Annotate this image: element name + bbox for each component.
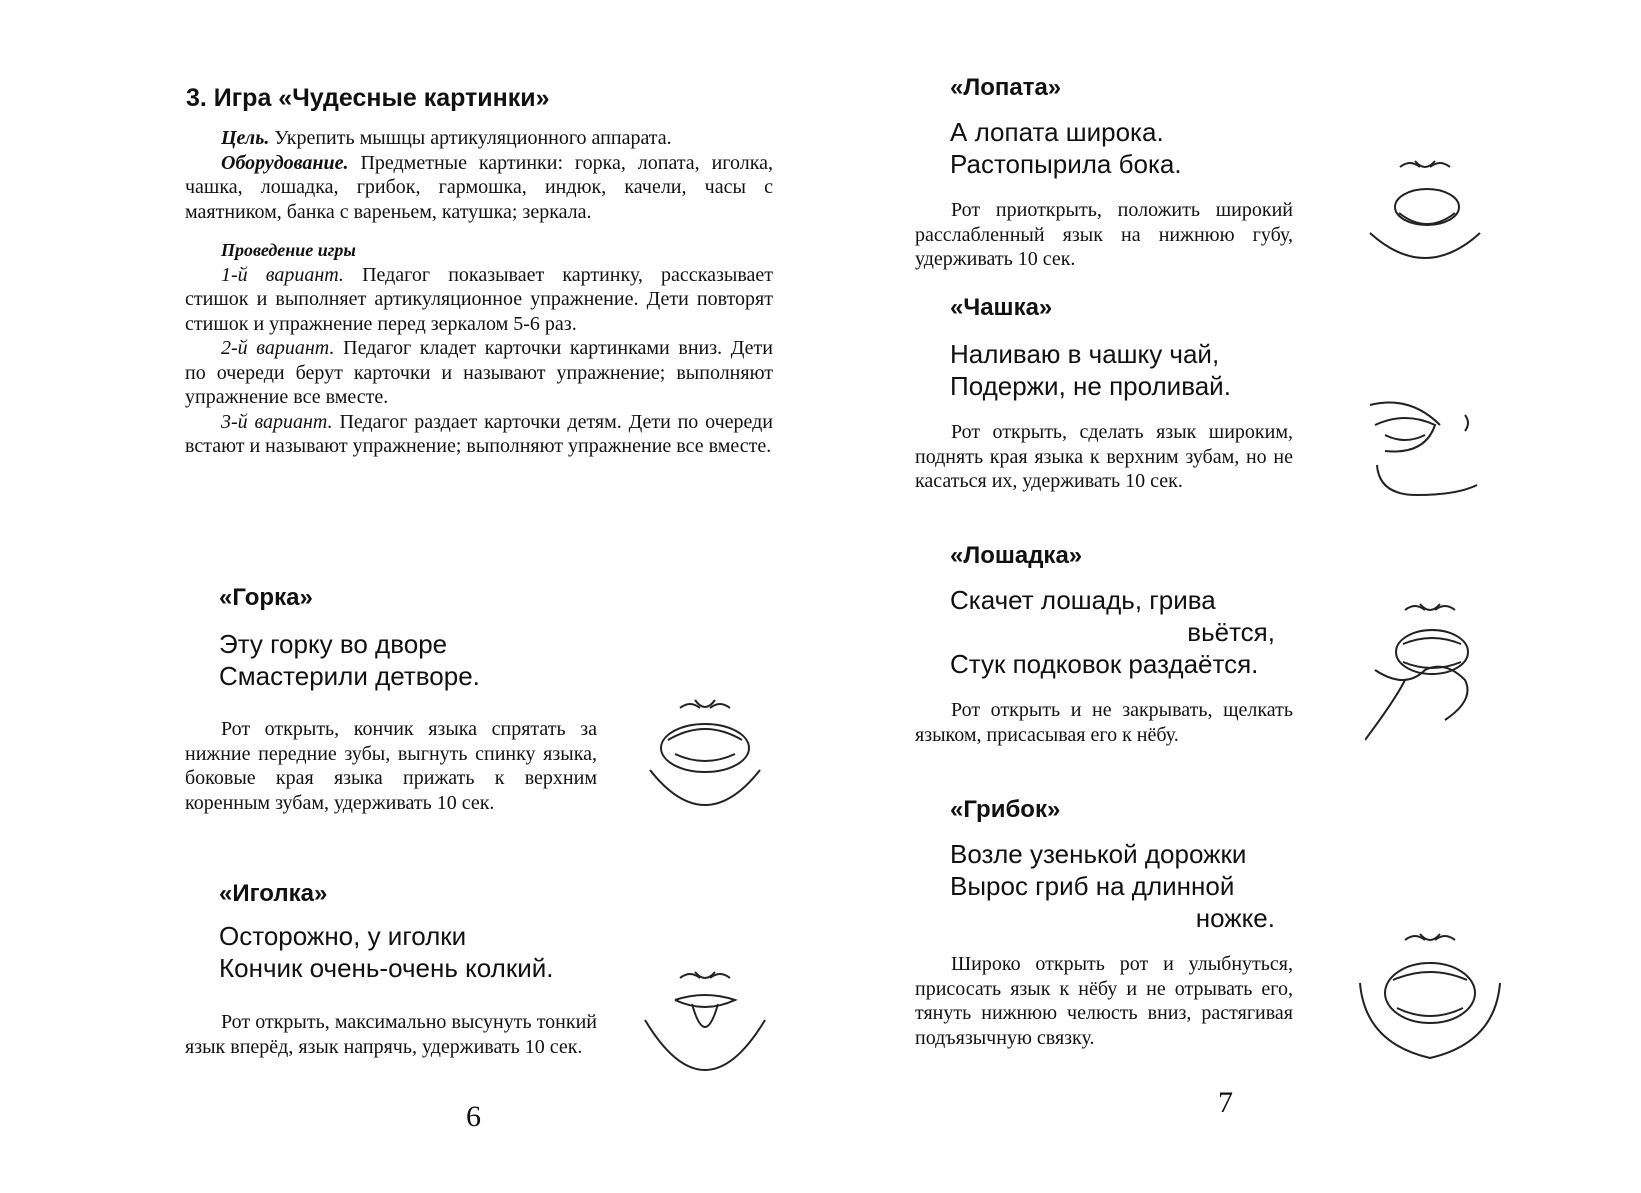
- verse-line: ножке.: [1195, 903, 1275, 933]
- exercise-verse-chashka: [950, 338, 1231, 402]
- gorka-face-icon: [640, 690, 770, 820]
- gribok-face-icon: [1355, 928, 1505, 1068]
- verse-line: Наливаю в чашку чай,: [950, 339, 1220, 369]
- instruction-text: Рот приоткрыть, положить широкий расслабленный язык на нижнюю губу, удерживать 10 сек.: [915, 199, 1293, 270]
- exercise-instruction-gribok: [915, 952, 1293, 1050]
- exercise-title-lopata: «Лопата»: [950, 74, 1062, 101]
- verse-line: Скачет лошадь, грива: [950, 585, 1216, 615]
- procedure-heading: [185, 238, 773, 263]
- verse-line: Эту горку во дворе: [219, 629, 448, 659]
- goal-paragraph: [185, 126, 773, 151]
- verse-line: Смастерили детворе.: [219, 661, 480, 691]
- igolka-face-icon: [640, 960, 770, 1090]
- instruction-text: Рот открыть и не закрывать, щелкать языком, присасывая его к нёбу.: [915, 699, 1293, 746]
- exercise-title-gribok: «Грибок»: [950, 796, 1061, 823]
- variant-3: [185, 410, 773, 459]
- exercise-verse-loshadka: [950, 584, 1275, 680]
- variant-2-label: 2-й вариант.: [221, 337, 335, 359]
- variant-2: [185, 336, 773, 410]
- exercise-instruction-lopata: [915, 198, 1293, 272]
- instruction-text: Рот открыть, кончик языка спрятать за нижние передние зубы, выгнуть спинку языка, боковые края языка прижать к верхним коренным зубам, удерживать 10 сек.: [185, 718, 597, 814]
- verse-line: Стук подковок раздаётся.: [950, 649, 1259, 679]
- equipment-label: Оборудование.: [221, 151, 349, 174]
- equipment-text: Предметные картинки: горка, лопата, иголка, чашка, лошадка, грибок, гармошка, индюк, качели, часы с маятником, банка с вареньем, катушка; зеркала.: [185, 151, 773, 223]
- verse-line: Кончик очень-очень колкий.: [219, 953, 554, 983]
- instruction-text: Широко открыть рот и улыбнуться, присосать язык к нёбу и не отрывать его, тянуть нижнюю челюсть вниз, растягивая подъязычную связку.: [915, 953, 1293, 1049]
- procedure-heading-text: Проведение игры: [221, 240, 356, 260]
- lopata-face-icon: [1365, 155, 1485, 270]
- exercise-instruction-igolka: [185, 1010, 597, 1059]
- exercise-title-gorka: «Горка»: [219, 584, 313, 611]
- verse-line: А лопата широка.: [950, 117, 1164, 147]
- exercise-instruction-chashka: [915, 420, 1293, 494]
- variant-3-label: 3-й вариант.: [221, 410, 333, 433]
- variant-1: [185, 263, 773, 337]
- page-number-right: 7: [1218, 1086, 1233, 1119]
- exercise-verse-gribok: [950, 838, 1275, 934]
- instruction-text: Рот открыть, сделать язык широким, поднять края языка к верхним зубам, но не касаться их, удерживать 10 сек.: [915, 421, 1293, 492]
- variant-3-text: Педагог раздает карточки детям. Дети по очереди встают и называют упражнение; выполняют упражнение все вместе.: [185, 410, 774, 457]
- intro-block: [185, 126, 773, 459]
- exercise-title-chashka: «Чашка»: [950, 294, 1053, 321]
- page-number-left: 6: [466, 1100, 481, 1133]
- exercise-verse-igolka: [219, 920, 553, 984]
- equipment-paragraph: [185, 151, 773, 225]
- exercise-title-loshadka: «Лошадка»: [950, 542, 1083, 569]
- exercise-title-igolka: «Иголка»: [219, 880, 328, 907]
- verse-line: вьётся,: [1187, 617, 1275, 647]
- verse-line: Вырос гриб на длинной: [950, 871, 1235, 901]
- exercise-instruction-gorka: [185, 717, 597, 815]
- goal-label: Цель.: [221, 127, 270, 149]
- variant-2-text: Педагог кладет карточки картинками вниз. Дети по очереди берут карточки и называют упражнение; выполняют упражнение все вместе.: [185, 337, 773, 408]
- variant-1-text: Педагог показывает картинку, рассказывает стишок и выполняет артикуляционное упражнение. Дети повторят стишок и упражнение перед зеркалом 5-6 раз.: [185, 263, 773, 335]
- instruction-text: Рот открыть, максимально высунуть тонкий язык вперёд, язык напрячь, удерживать 10 сек.: [185, 1011, 597, 1058]
- verse-line: Возле узенькой дорожки: [950, 839, 1247, 869]
- verse-line: Подержи, не проливай.: [950, 371, 1231, 401]
- verse-line: Осторожно, у иголки: [219, 921, 467, 951]
- loshadka-face-icon: [1365, 600, 1500, 760]
- verse-line: Растопырила бока.: [950, 149, 1182, 179]
- goal-text: Укрепить мышцы артикуляционного аппарата.: [274, 127, 672, 149]
- exercise-instruction-loshadka: [915, 698, 1293, 747]
- variant-1-label: 1-й вариант.: [221, 263, 344, 286]
- exercise-verse-lopata: [950, 116, 1182, 180]
- exercise-verse-gorka: [219, 628, 480, 692]
- page-title: 3. Игра «Чудесные картинки»: [186, 84, 550, 112]
- chashka-face-icon: [1365, 395, 1485, 520]
